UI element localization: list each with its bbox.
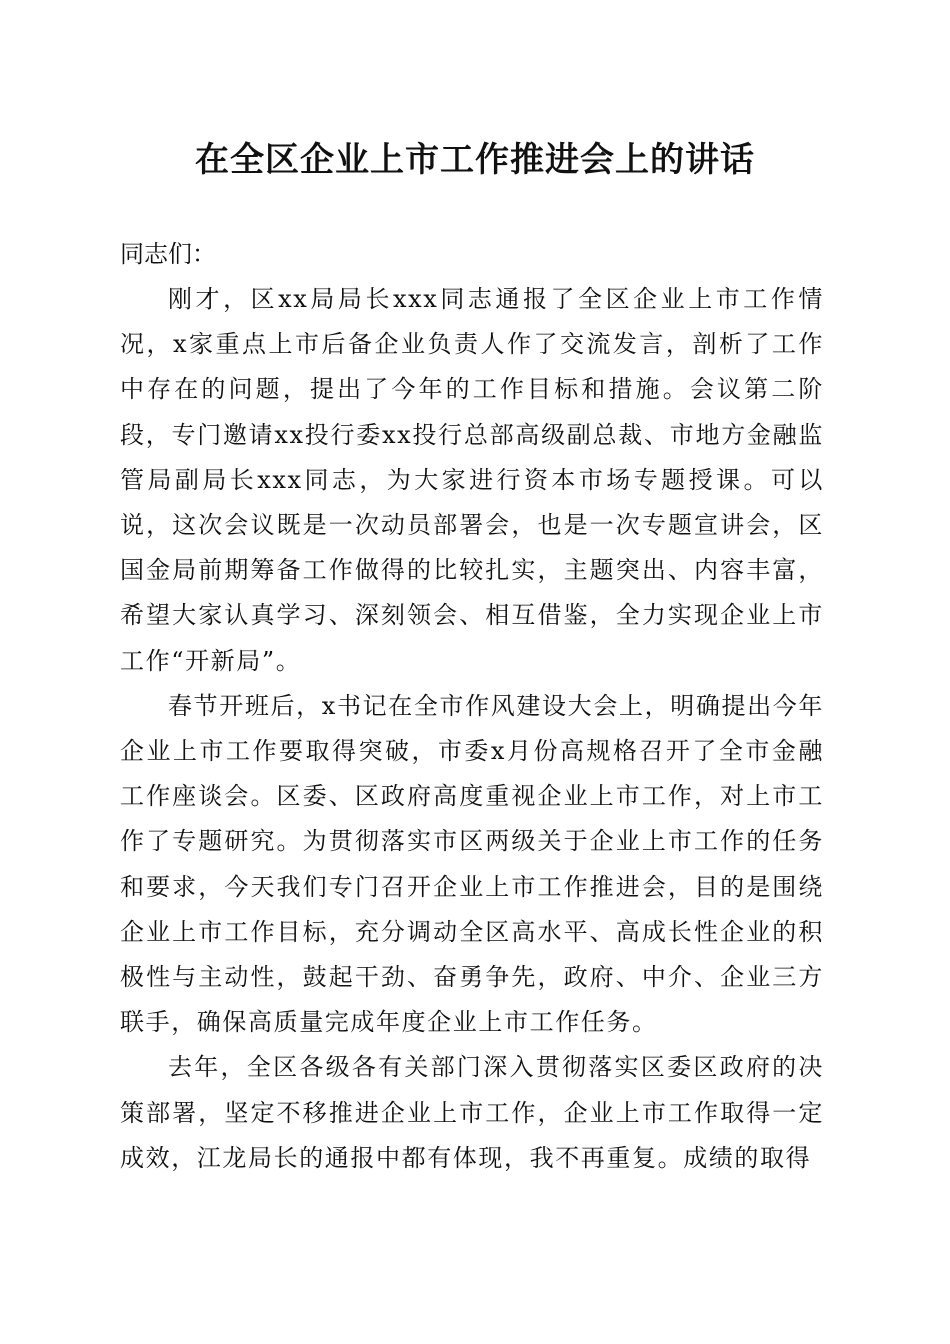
paragraph-3: 去年，全区各级各有关部门深入贯彻落实区委区政府的决策部署，坚定不移推进企业上市工作，企业上市工作取得一定成效，江龙局长的通报中都有体现，我不再重复。成绩的取得 (120, 1053, 824, 1172)
salutation: 同志们： (120, 240, 216, 268)
paragraph-1: 刚才，区xx局局长xxx同志通报了全区企业上市工作情况，x家重点上市后备企业负责人作了交流发言，剖析了工作中存在的问题，提出了今年的工作目标和措施。会议第二阶段，专门邀请xx投行委xx投行总部高级副总裁、市地方金融监管局副局长xxx同志，为大家进行资本市场专题授课。可以说，这次会议既是一次动员部署会，也是一次专题宣讲会，区国金局前期筹备工作做得的比较扎实，主题突出、内容丰富，希望大家认真学习、深刻领会、相互借鉴，全力实现企业上市工作“开新局”。 (120, 285, 824, 675)
document-body (120, 232, 824, 1181)
paragraph-2: 春节开班后，x书记在全市作风建设大会上，明确提出今年企业上市工作要取得突破，市委x月份高规格召开了全市金融工作座谈会。区委、区政府高度重视企业上市工作，对上市工作了专题研究。为贯彻落实市区两级关于企业上市工作的任务和要求，今天我们专门召开企业上市工作推进会，目的是围绕企业上市工作目标，充分调动全区高水平、高成长性企业的积极性与主动性，鼓起干劲、奋勇争先，政府、中介、企业三方联手，确保高质量完成年度企业上市工作任务。 (120, 691, 824, 1037)
document-title: 在全区企业上市工作推进会上的讲话 (195, 140, 755, 180)
